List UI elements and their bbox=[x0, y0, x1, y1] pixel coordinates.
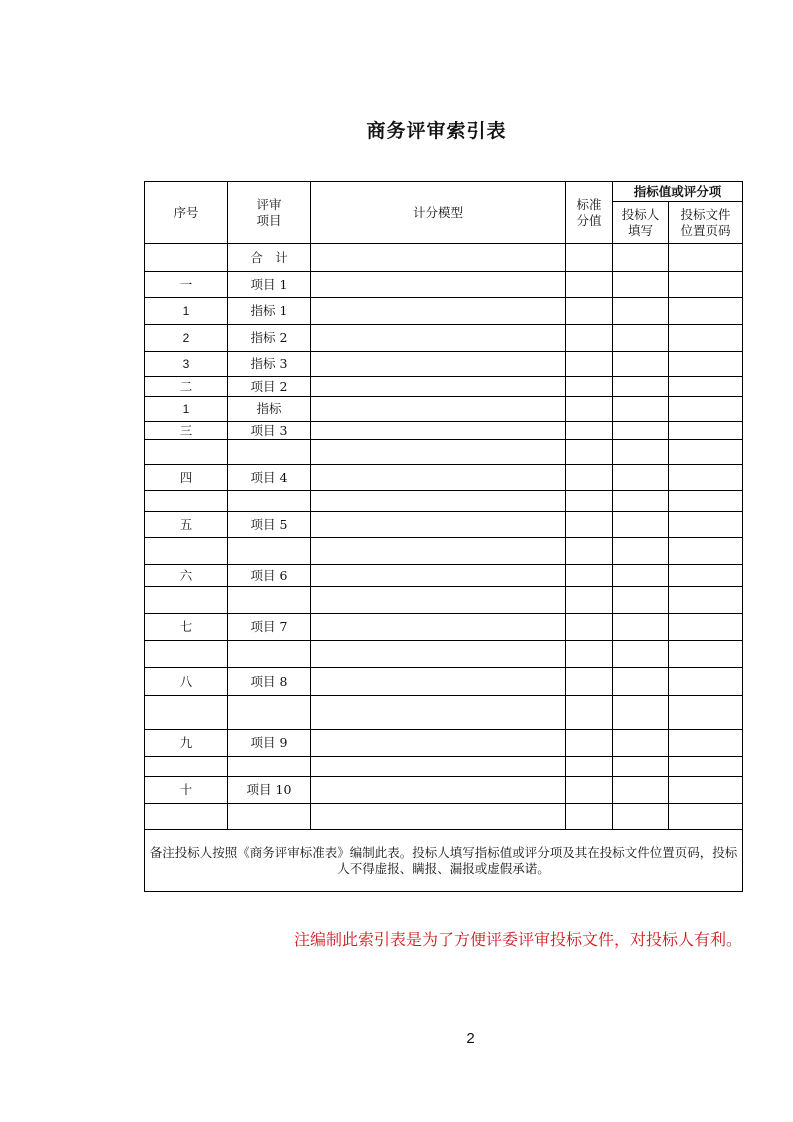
row-seq: 2 bbox=[145, 325, 228, 352]
row-model-cell bbox=[311, 397, 566, 422]
row-item: 指标 bbox=[228, 397, 311, 422]
row-bidder-cell bbox=[613, 465, 669, 491]
row-score-cell bbox=[566, 668, 613, 696]
row-score-cell bbox=[566, 377, 613, 397]
row-model-cell bbox=[311, 272, 566, 298]
row-bidder-cell bbox=[613, 298, 669, 325]
row-seq: 四 bbox=[145, 465, 228, 491]
header-page-line1: 投标文件 bbox=[680, 206, 731, 222]
row-model-cell bbox=[311, 614, 566, 641]
header-seq: 序号 bbox=[145, 182, 228, 244]
row-seq: 二 bbox=[145, 377, 228, 397]
total-bidder-cell bbox=[613, 244, 669, 272]
header-score bbox=[566, 182, 613, 244]
row-score-cell bbox=[566, 777, 613, 804]
row-model-cell bbox=[311, 757, 566, 777]
row-model-cell bbox=[311, 730, 566, 757]
total-seq-cell bbox=[145, 244, 228, 272]
row-score-cell bbox=[566, 538, 613, 565]
row-seq: 1 bbox=[145, 298, 228, 325]
table-row bbox=[145, 565, 743, 587]
row-bidder-cell bbox=[613, 641, 669, 668]
row-score-cell bbox=[566, 298, 613, 325]
row-item: 指标 1 bbox=[228, 298, 311, 325]
row-bidder-cell bbox=[613, 538, 669, 565]
row-item: 项目 5 bbox=[228, 512, 311, 538]
row-page-cell bbox=[669, 668, 743, 696]
header-bidder-line2: 填写 bbox=[627, 222, 653, 238]
row-score-cell bbox=[566, 804, 613, 830]
row-bidder-cell bbox=[613, 696, 669, 730]
row-page-cell bbox=[669, 730, 743, 757]
row-item bbox=[228, 757, 311, 777]
table-row bbox=[145, 377, 743, 397]
header-item-line2: 项目 bbox=[256, 212, 282, 228]
row-item bbox=[228, 587, 311, 614]
row-bidder-cell bbox=[613, 757, 669, 777]
index-table bbox=[144, 181, 743, 892]
row-score-cell bbox=[566, 325, 613, 352]
row-bidder-cell bbox=[613, 730, 669, 757]
table-row bbox=[145, 491, 743, 512]
row-page-cell bbox=[669, 696, 743, 730]
row-score-cell bbox=[566, 565, 613, 587]
row-model-cell bbox=[311, 325, 566, 352]
row-model-cell bbox=[311, 777, 566, 804]
table-row bbox=[145, 668, 743, 696]
row-seq bbox=[145, 696, 228, 730]
row-seq: 七 bbox=[145, 614, 228, 641]
page-number: 2 bbox=[466, 1030, 475, 1047]
row-seq bbox=[145, 757, 228, 777]
row-item bbox=[228, 440, 311, 465]
note-row bbox=[145, 830, 743, 892]
row-model-cell bbox=[311, 565, 566, 587]
header-score-line1: 标准 bbox=[576, 196, 602, 212]
row-page-cell bbox=[669, 614, 743, 641]
row-score-cell bbox=[566, 757, 613, 777]
row-bidder-cell bbox=[613, 587, 669, 614]
row-score-cell bbox=[566, 465, 613, 491]
row-page-cell bbox=[669, 538, 743, 565]
row-seq: 八 bbox=[145, 668, 228, 696]
row-page-cell bbox=[669, 565, 743, 587]
row-item: 项目 8 bbox=[228, 668, 311, 696]
row-item: 项目 7 bbox=[228, 614, 311, 641]
header-model: 计分模型 bbox=[311, 182, 566, 244]
row-bidder-cell bbox=[613, 491, 669, 512]
row-score-cell bbox=[566, 641, 613, 668]
header-bidder-fill bbox=[613, 202, 669, 244]
row-bidder-cell bbox=[613, 352, 669, 377]
row-model-cell bbox=[311, 352, 566, 377]
header-page-location bbox=[669, 202, 743, 244]
row-score-cell bbox=[566, 614, 613, 641]
row-score-cell bbox=[566, 397, 613, 422]
row-seq: 十 bbox=[145, 777, 228, 804]
row-seq bbox=[145, 538, 228, 565]
row-model-cell bbox=[311, 668, 566, 696]
row-seq: 九 bbox=[145, 730, 228, 757]
row-page-cell bbox=[669, 587, 743, 614]
row-seq bbox=[145, 491, 228, 512]
row-bidder-cell bbox=[613, 512, 669, 538]
row-page-cell bbox=[669, 397, 743, 422]
header-group: 指标值或评分项 bbox=[613, 182, 743, 202]
table-row bbox=[145, 587, 743, 614]
row-seq bbox=[145, 804, 228, 830]
row-item: 项目 1 bbox=[228, 272, 311, 298]
row-page-cell bbox=[669, 440, 743, 465]
row-page-cell bbox=[669, 325, 743, 352]
row-model-cell bbox=[311, 587, 566, 614]
row-bidder-cell bbox=[613, 377, 669, 397]
table-row bbox=[145, 538, 743, 565]
row-seq bbox=[145, 641, 228, 668]
row-seq: 六 bbox=[145, 565, 228, 587]
row-page-cell bbox=[669, 512, 743, 538]
page-title: 商务评审索引表 bbox=[366, 120, 507, 142]
row-item: 项目 10 bbox=[228, 777, 311, 804]
table-row bbox=[145, 352, 743, 377]
row-score-cell bbox=[566, 587, 613, 614]
total-label: 合 计 bbox=[228, 244, 311, 272]
total-page-cell bbox=[669, 244, 743, 272]
row-seq: 五 bbox=[145, 512, 228, 538]
row-seq bbox=[145, 440, 228, 465]
row-seq: 一 bbox=[145, 272, 228, 298]
row-bidder-cell bbox=[613, 777, 669, 804]
table-row bbox=[145, 696, 743, 730]
row-item bbox=[228, 491, 311, 512]
row-item bbox=[228, 538, 311, 565]
total-row bbox=[145, 244, 743, 272]
row-model-cell bbox=[311, 298, 566, 325]
row-bidder-cell bbox=[613, 422, 669, 440]
row-bidder-cell bbox=[613, 440, 669, 465]
header-page-line2: 位置页码 bbox=[680, 222, 731, 238]
row-page-cell bbox=[669, 272, 743, 298]
table-row bbox=[145, 440, 743, 465]
row-item bbox=[228, 696, 311, 730]
footnote: 注编制此索引表是为了方便评委评审投标文件，对投标人有利。 bbox=[293, 930, 742, 949]
row-item bbox=[228, 641, 311, 668]
row-score-cell bbox=[566, 422, 613, 440]
row-page-cell bbox=[669, 804, 743, 830]
note-text: 备注投标人按照《商务评审标准表》编制此表。投标人填写指标值或评分项及其在投标文件位置页码，投标人不得虚报、瞒报、漏报或虚假承诺。 bbox=[145, 830, 743, 892]
row-page-cell bbox=[669, 465, 743, 491]
row-item: 指标 3 bbox=[228, 352, 311, 377]
table-row bbox=[145, 641, 743, 668]
header-score-line2: 分值 bbox=[576, 212, 602, 228]
row-score-cell bbox=[566, 272, 613, 298]
row-model-cell bbox=[311, 804, 566, 830]
row-page-cell bbox=[669, 777, 743, 804]
row-score-cell bbox=[566, 730, 613, 757]
row-score-cell bbox=[566, 491, 613, 512]
row-model-cell bbox=[311, 491, 566, 512]
row-bidder-cell bbox=[613, 565, 669, 587]
row-item: 指标 2 bbox=[228, 325, 311, 352]
row-score-cell bbox=[566, 440, 613, 465]
table-row bbox=[145, 730, 743, 757]
row-model-cell bbox=[311, 377, 566, 397]
total-model-cell bbox=[311, 244, 566, 272]
row-model-cell bbox=[311, 696, 566, 730]
table-row bbox=[145, 804, 743, 830]
row-page-cell bbox=[669, 377, 743, 397]
row-item bbox=[228, 804, 311, 830]
table-row bbox=[145, 512, 743, 538]
table-row bbox=[145, 397, 743, 422]
row-bidder-cell bbox=[613, 272, 669, 298]
row-score-cell bbox=[566, 512, 613, 538]
row-bidder-cell bbox=[613, 397, 669, 422]
row-seq: 1 bbox=[145, 397, 228, 422]
row-bidder-cell bbox=[613, 804, 669, 830]
row-seq: 三 bbox=[145, 422, 228, 440]
table-row bbox=[145, 777, 743, 804]
row-item: 项目 4 bbox=[228, 465, 311, 491]
table-row bbox=[145, 422, 743, 440]
row-page-cell bbox=[669, 491, 743, 512]
table-row bbox=[145, 325, 743, 352]
row-bidder-cell bbox=[613, 325, 669, 352]
row-model-cell bbox=[311, 422, 566, 440]
header-bidder-line1: 投标人 bbox=[621, 206, 660, 222]
row-page-cell bbox=[669, 298, 743, 325]
row-seq: 3 bbox=[145, 352, 228, 377]
row-model-cell bbox=[311, 641, 566, 668]
row-model-cell bbox=[311, 465, 566, 491]
row-item: 项目 9 bbox=[228, 730, 311, 757]
row-page-cell bbox=[669, 757, 743, 777]
row-item: 项目 3 bbox=[228, 422, 311, 440]
table-row bbox=[145, 272, 743, 298]
row-score-cell bbox=[566, 352, 613, 377]
row-bidder-cell bbox=[613, 614, 669, 641]
row-page-cell bbox=[669, 422, 743, 440]
row-page-cell bbox=[669, 352, 743, 377]
row-item: 项目 6 bbox=[228, 565, 311, 587]
header-item-line1: 评审 bbox=[256, 196, 282, 212]
row-score-cell bbox=[566, 696, 613, 730]
row-page-cell bbox=[669, 641, 743, 668]
table-row bbox=[145, 757, 743, 777]
row-seq bbox=[145, 587, 228, 614]
row-model-cell bbox=[311, 440, 566, 465]
total-score-cell bbox=[566, 244, 613, 272]
header-row-top bbox=[145, 182, 743, 202]
row-model-cell bbox=[311, 538, 566, 565]
row-model-cell bbox=[311, 512, 566, 538]
row-bidder-cell bbox=[613, 668, 669, 696]
header-item bbox=[228, 182, 311, 244]
table-row bbox=[145, 465, 743, 491]
table-row bbox=[145, 298, 743, 325]
row-item: 项目 2 bbox=[228, 377, 311, 397]
table-row bbox=[145, 614, 743, 641]
